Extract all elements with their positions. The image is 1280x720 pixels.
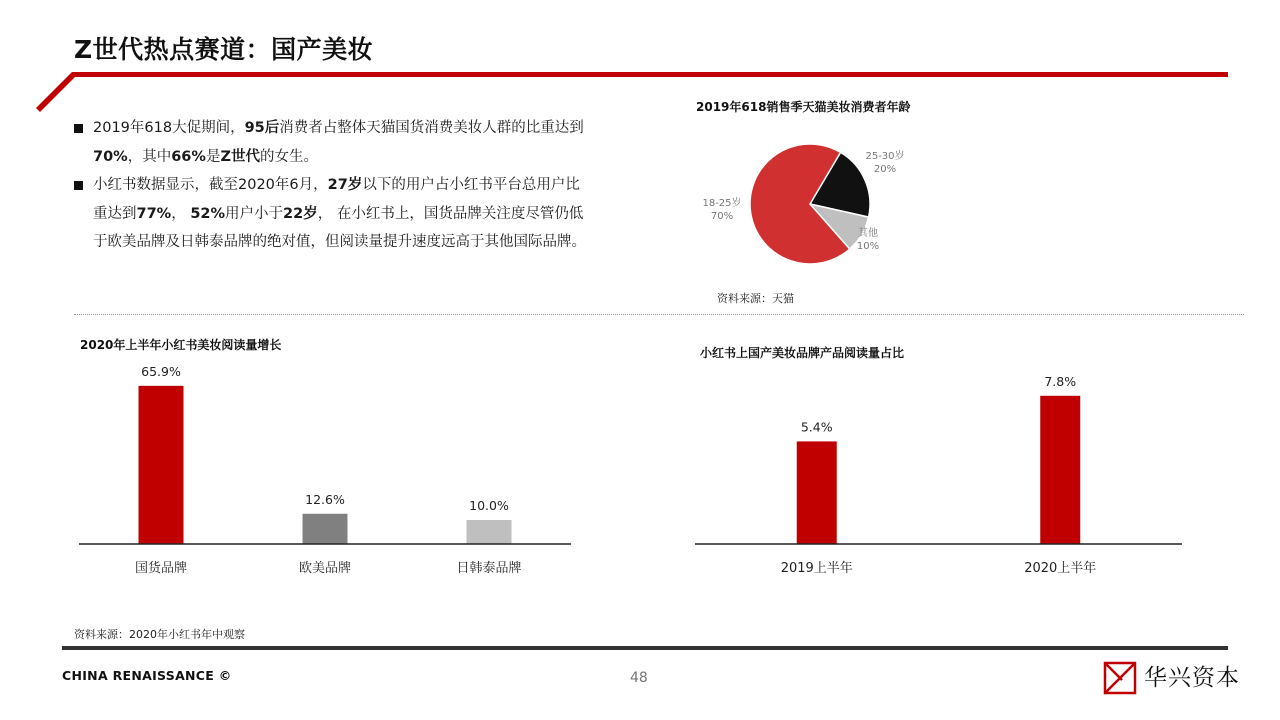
pie-source: 资料来源：天猫	[717, 292, 794, 305]
bullet-text: 是	[205, 148, 221, 165]
bullet-list	[74, 114, 654, 257]
category-label: 日韩泰品牌	[456, 561, 522, 576]
pie-slice-label: 25-30岁	[865, 151, 905, 162]
bullet-text: 的女生。	[259, 148, 318, 165]
bullet-highlight: 27岁	[327, 177, 363, 193]
bar-chart-2-title: 小红书上国产美妆品牌产品阅读量占比	[700, 346, 905, 360]
pie-slice-value: 10%	[856, 241, 880, 252]
page-number: 48	[630, 670, 648, 686]
footer-divider	[62, 646, 1228, 650]
page-title: Z世代热点赛道：国产美妆	[74, 35, 374, 64]
bar	[1040, 396, 1080, 544]
bar-value-label: 12.6%	[305, 491, 345, 507]
bar-value-label: 5.4%	[800, 419, 833, 435]
bottom-source: 资料来源：2020年小红书年中观察	[74, 628, 245, 641]
bar	[139, 386, 184, 544]
bullet-line	[93, 200, 654, 229]
category-label: 欧美品牌	[298, 561, 352, 576]
bullet-text: 小红书数据显示，截至2020年6月，	[93, 177, 328, 193]
bar	[467, 520, 512, 544]
bullet-text: 以下的用户占小红书平台总用户比	[362, 177, 580, 193]
section-divider	[74, 314, 1244, 315]
bullet-text: 消费者占整体天猫国货消费美妆人群的比重达到	[279, 120, 584, 136]
bullet-text: 重达到	[93, 205, 137, 222]
bullet-item	[74, 114, 654, 171]
bullet-line	[93, 114, 654, 143]
bar-chart-1-title: 2020年上半年小红书美妆阅读量增长	[80, 338, 282, 352]
logo-text: 华兴资本	[1144, 665, 1240, 691]
bar	[303, 514, 348, 544]
category-label: 国货品牌	[134, 561, 188, 576]
pie-slice-label: 18-25岁	[702, 198, 742, 209]
bullet-highlight: 66%	[171, 148, 206, 165]
footer-company: CHINA RENAISSANCE ©	[62, 668, 232, 683]
bar-chart-2	[690, 355, 1210, 585]
bullet-highlight: Z世代	[220, 148, 260, 165]
bullet-square-icon	[74, 181, 83, 190]
bullet-highlight: 70%	[93, 148, 128, 165]
bullet-text: 于欧美品牌及日韩泰品牌的绝对值，但阅读量提升速度远高于其他国际品牌。	[93, 234, 586, 250]
title-underline	[0, 64, 1280, 114]
bullet-text: ，其中	[127, 148, 172, 165]
pie-chart	[690, 134, 1020, 284]
category-label: 2020上半年	[1024, 561, 1097, 576]
bullet-line	[93, 228, 654, 257]
bullet-line	[93, 171, 654, 200]
bar-value-label: 10.0%	[469, 498, 509, 513]
pie-slice-label: 其他	[858, 228, 878, 239]
bullet-highlight: 52%	[190, 205, 226, 222]
bar-chart-1	[70, 355, 590, 585]
pie-chart-title: 2019年618销售季天猫美妆消费者年龄	[696, 100, 911, 114]
bullet-text: 用户小于	[225, 205, 284, 222]
bullet-item	[74, 171, 654, 257]
bar-value-label: 7.8%	[1044, 373, 1077, 389]
bullet-text: 2019年618大促期间，	[93, 120, 245, 136]
bullet-line	[93, 143, 654, 172]
bullet-highlight: 77%	[136, 205, 172, 222]
title-underline-bar	[36, 72, 1228, 112]
bar-value-label: 65.9%	[141, 363, 181, 379]
pie-slice-value: 20%	[873, 164, 897, 175]
china-renaissance-logo-icon	[1102, 660, 1138, 696]
bar	[797, 441, 837, 544]
pie-slice-value: 70%	[710, 211, 734, 222]
category-label: 2019上半年	[780, 561, 853, 576]
bullet-highlight: 95后	[244, 120, 280, 136]
bullet-highlight: 22岁	[283, 205, 318, 222]
bullet-text: ，	[171, 205, 191, 222]
bullet-text: ， 在小红书上，国货品牌关注度尽管仍低	[317, 205, 584, 222]
bullet-square-icon	[74, 124, 83, 133]
